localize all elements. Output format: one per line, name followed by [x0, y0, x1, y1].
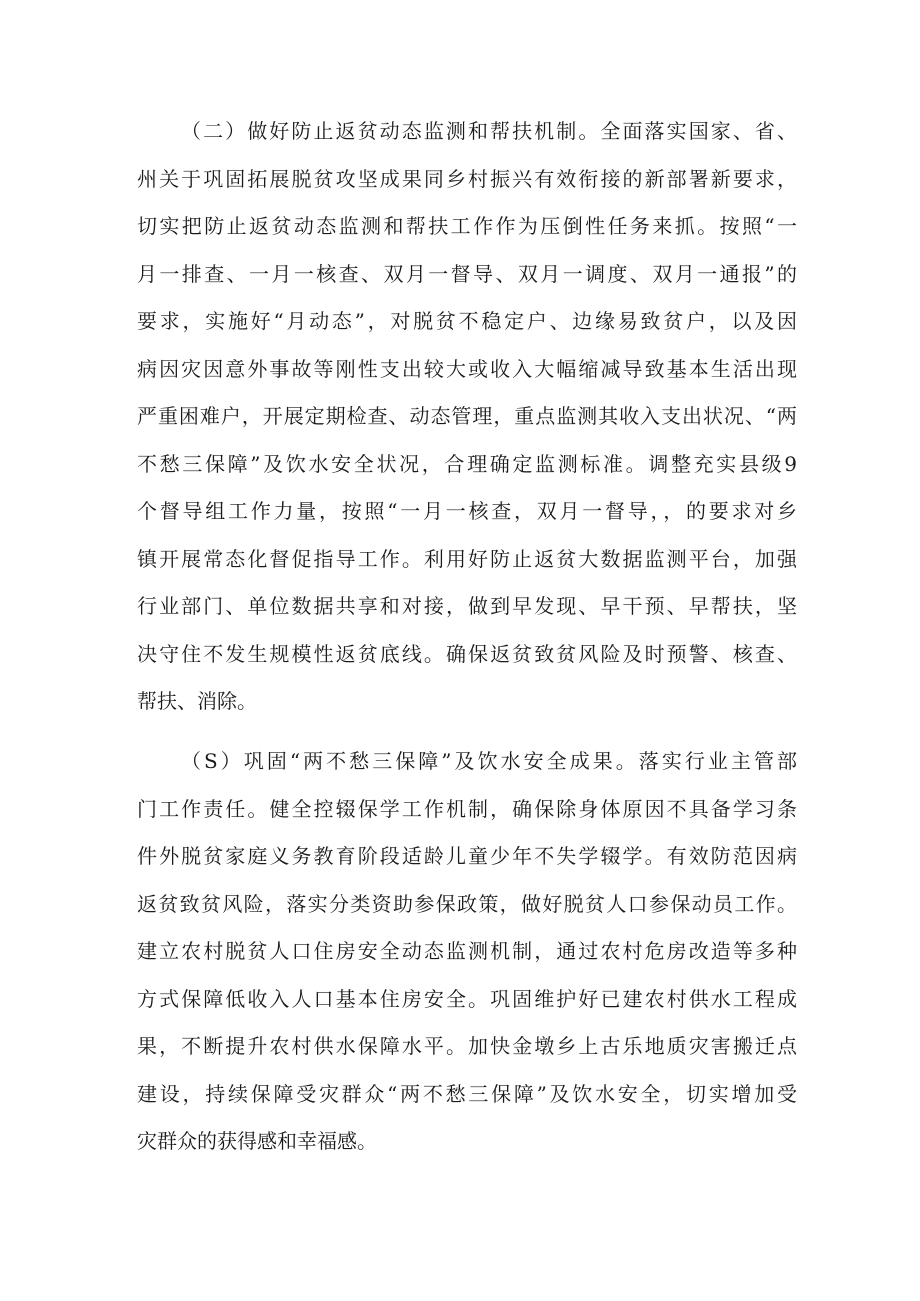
text-line: 不愁三保障”及饮水安全状况，合理确定监测标准。调整充实县级9 [137, 451, 797, 476]
text-line: 返贫致贫风险，落实分类资助参保政策，做好脱贫人口参保动员工作。 [137, 891, 797, 916]
text-line: 州关于巩固拓展脱贫攻坚成果同乡村振兴有效衔接的新部署新要求， [137, 166, 797, 191]
text-line: 镇开展常态化督促指导工作。利用好防止返贫大数据监测平台，加强 [137, 546, 797, 571]
text-line: 门工作责任。健全控辍保学工作机制，确保除身体原因不具备学习条 [137, 796, 797, 821]
text-line: 件外脱贫家庭义务教育阶段适龄儿童少年不失学辍学。有效防范因病 [137, 844, 797, 868]
text-line: 要求，实施好“月动态”，对脱贫不稳定户、边缘易致贫户，以及因 [137, 309, 797, 333]
paragraph-guarantee [137, 738, 797, 1166]
text-line: 月一排查、一月一核查、双月一督导、双月一调度、双月一通报”的 [137, 261, 797, 286]
text-line: 果，不断提升农村供水保障水平。加快金墩乡上古乐地质灾害搬迁点 [137, 1034, 797, 1058]
text-line: 病因灾因意外事故等刚性支出较大或收入大幅缩减导致基本生活出现 [137, 356, 797, 381]
text-line: 严重困难户，开展定期检查、动态管理，重点监测其收入支出状况、“两 [137, 404, 797, 428]
text-line: 建立农村脱贫人口住房安全动态监测机制，通过农村危房改造等多种 [137, 939, 797, 963]
text-line: （S）巩固“两不愁三保障”及饮水安全成果。落实行业主管部 [181, 749, 797, 773]
text-line: 方式保障低收入人口基本住房安全。巩固维护好已建农村供水工程成 [137, 986, 797, 1011]
text-line: 行业部门、单位数据共享和对接，做到早发现、早干预、早帮扶，坚 [137, 594, 797, 618]
paragraph-monitoring [137, 108, 797, 726]
text-line: 决守住不发生规模性返贫底线。确保返贫致贫风险及时预警、核查、 [137, 641, 797, 666]
text-line: 切实把防止返贫动态监测和帮扶工作作为压倒性任务来抓。按照“一 [137, 214, 797, 238]
text-line: 帮扶、消除。 [137, 689, 257, 713]
text-line: （二）做好防止返贫动态监测和帮扶机制。全面落实国家、省、 [181, 119, 797, 143]
text-line: 灾群众的获得感和幸福感。 [137, 1129, 377, 1153]
text-line: 个督导组工作力量，按照“一月一核查，双月一督导，，的要求对乡 [137, 499, 797, 523]
text-line: 建设，持续保障受灾群众“两不愁三保障”及饮水安全，切实增加受 [137, 1081, 797, 1106]
